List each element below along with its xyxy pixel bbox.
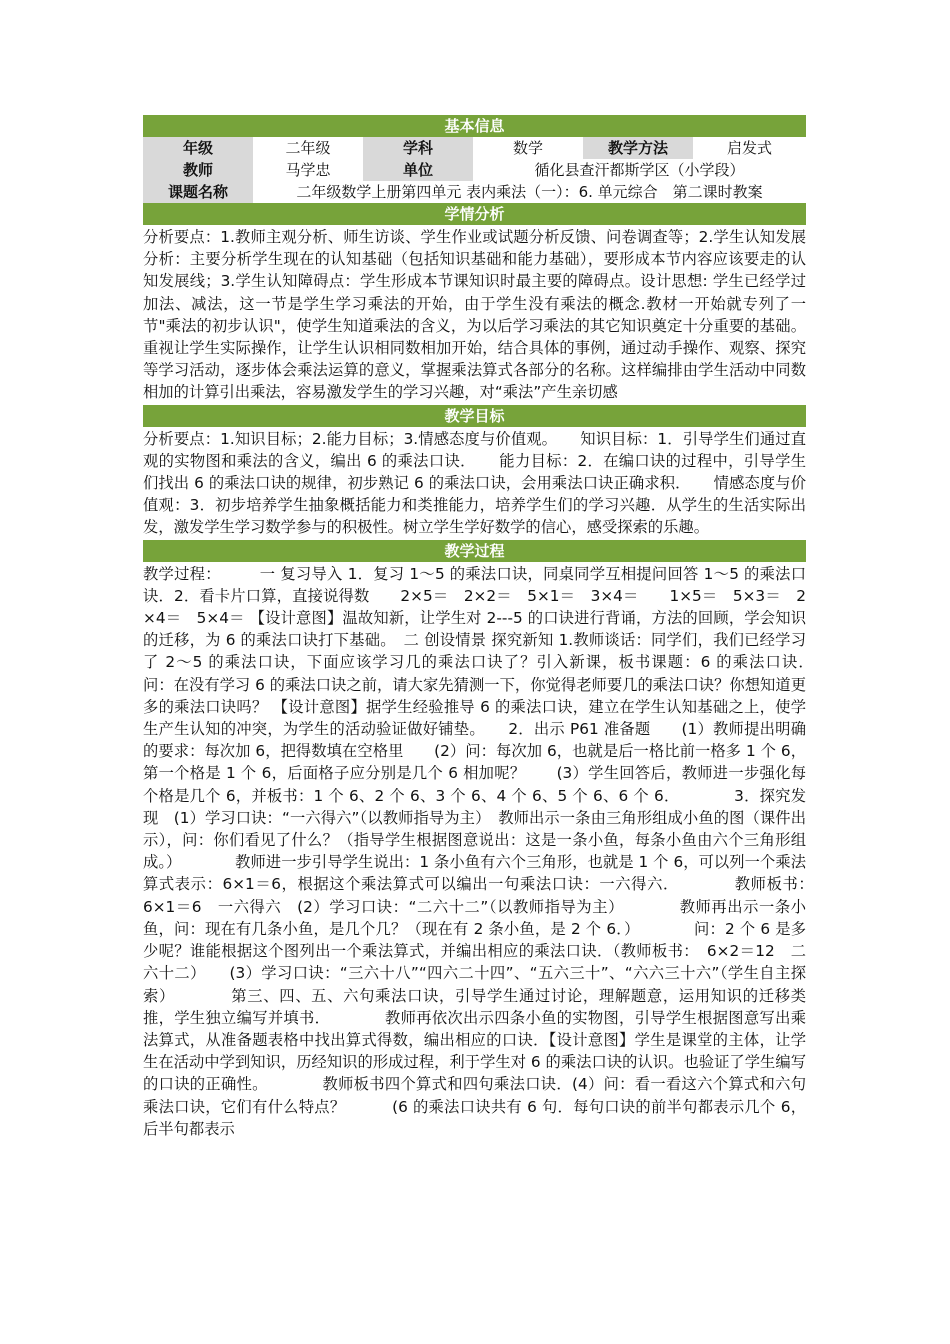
section-header-objectives: 教学目标	[143, 405, 806, 427]
lesson-title-label: 课题名称	[143, 181, 253, 203]
teacher-value: 马学忠	[253, 159, 363, 181]
student-analysis-text: 分析要点：1.教师主观分析、师生访谈、学生作业或试题分析反馈、问卷调查等；2.学生认知发展分析：主要分析学生现在的认知基础（包括知识基础和能力基础），要形成本节内容应该要走的认知发展线；3.学生认知障碍点：学生形成本节课知识时最主要的障碍点。设计思想: 学生已经学过加法、减法，这一节是学生学习乘法的开始，由于学生没有乘法的概念.教材一开始就专列了一节"乘法的初步认识"，使学生知道乘法的含义，为以后学习乘法的其它知识奠定十分重要的基础。重视让学生实际操作，让学生认识相同数相加开始，结合具体的事例，通过动手操作、观察、探究等学习活动，逐步体会乘法运算的意义，掌握乘法算式各部分的名称。这样编排由学生活动中同数相加的计算引出乘法，容易激发学生的学习兴趣，对“乘法”产生亲切感	[143, 228, 806, 402]
section-header-process: 教学过程	[143, 540, 806, 562]
teacher-label: 教师	[143, 159, 253, 181]
method-label: 教学方法	[583, 137, 693, 159]
method-value: 启发式	[693, 137, 806, 159]
lesson-title-value: 二年级数学上册第四单元 表内乘法（一）：6. 单元综合 第二课时教案	[253, 181, 806, 203]
subject-label: 学科	[363, 137, 473, 159]
grade-label: 年级	[143, 137, 253, 159]
lesson-plan-document	[143, 115, 868, 1182]
subject-value: 数学	[473, 137, 583, 159]
section-header-student-analysis: 学情分析	[143, 203, 806, 225]
objectives-text: 分析要点：1.知识目标；2.能力目标；3.情感态度与价值观。 知识目标：1．引导学生们通过直观的实物图和乘法的含义，编出 6 的乘法口诀． 能力目标：2．在编口诀的过程中，引导学生们找出 6 的乘法口诀的规律，初步熟记 6 的乘法口诀，会用乘法口诀正确求积． 情感态度与价值观：3．初步培养学生抽象概括能力和类推能力，培养学生们的学习兴趣．从学生的生活实际出发，激发学生学习数学参与的积极性。树立学生学好数学的信心，感受探索的乐趣。	[143, 429, 806, 537]
grade-value: 二年级	[253, 137, 363, 159]
unit-label: 单位	[363, 159, 473, 181]
process-text: 教学过程： 一 复习导入 1．复习 1～5 的乘法口诀，同桌同学互相提问回答 1～5 的乘法口诀．2．看卡片口算，直接说得数 2×5＝ 2×2＝ 5×1＝ 3×4＝ 1×5＝ 5×3＝ 2×4＝ 5×4＝ 【设计意图】温故知新，让学生对 2---5 的口诀进行背诵，方法的回顾，学会知识的迁移，为 6 的乘法口诀打下基础。 二 创设情景 探究新知 1.教师谈话：同学们，我们已经学习了 2～5 的乘法口诀，下面应该学习几的乘法口诀了？引入新课，板书课题：6 的乘法口诀． 问：在没有学习 6 的乘法口诀之前，请大家先猜测一下，你觉得老师要几的乘法口诀？你想知道更多的乘法口诀吗？ 【设计意图】据学生经验推导 6 的乘法口诀，建立在学生认知基础之上，使学生产生认知的冲突，为学生的活动验证做好铺垫。 2．出示 P61 准备题 (1）教师提出明确的要求：每次加 6，把得数填在空格里 (2）问：每次加 6，也就是后一格比前一格多 1 个 6，第一个格是 1 个 6，后面格子应分别是几个 6 相加呢？ (3）学生回答后，教师进一步强化每个格是几个 6，并板书：1 个 6、2 个 6、3 个 6、4 个 6、5 个 6、6 个 6． 3．探究发现 (1）学习口诀：“一六得六”（以教师指导为主） 教师出示一条由三角形组成小鱼的图（课件出示），问：你们看见了什么？（指导学生根据图意说出：这是一条小鱼，每条小鱼由六个三角形组成。） 教师进一步引导学生说出：1 条小鱼有六个三角形，也就是 1 个 6，可以列一个乘法算式表示：6×1＝6，根据这个乘法算式可以编出一句乘法口诀：一六得六． 教师板书： 6×1＝6 一六得六 (2）学习口诀：“二六十二”（以教师指导为主） 教师再出示一条小鱼，问：现在有几条小鱼，是几个几？（现在有 2 条小鱼，是 2 个 6．） 问：2 个 6 是多少呢？谁能根据这个图列出一个乘法算式，并编出相应的乘法口诀．（教师板书： 6×2＝12 二六十二） (3）学习口诀：“三六十八”“四六二十四”、“五六三十”、“六六三十六”（学生自主探索） 第三、四、五、六句乘法口诀，引导学生通过讨论，理解题意，运用知识的迁移类推，学生独立编写并填书． 教师再依次出示四条小鱼的实物图，引导学生根据图意写出乘法算式，从准备题表格中找出算式得数，编出相应的口诀．【设计意图】学生是课堂的主体，让学生在活动中学到知识，历经知识的形成过程，利于学生对 6 的乘法口诀的认识。也验证了学生编写的口诀的正确性。 教师板书四个算式和四句乘法口诀．(4）问：看一看这六个算式和六句乘法口诀，它们有什么特点？ (6 的乘法口诀共有 6 句．每句口诀的前半句都表示几个 6，后半句都表示	[143, 564, 868, 1138]
section-header-basic-info: 基本信息	[143, 115, 806, 137]
info-row-1	[143, 137, 806, 159]
info-row-2	[143, 159, 806, 181]
info-row-3	[143, 181, 806, 203]
unit-value: 循化县查汗都斯学区（小学段）	[473, 159, 806, 181]
